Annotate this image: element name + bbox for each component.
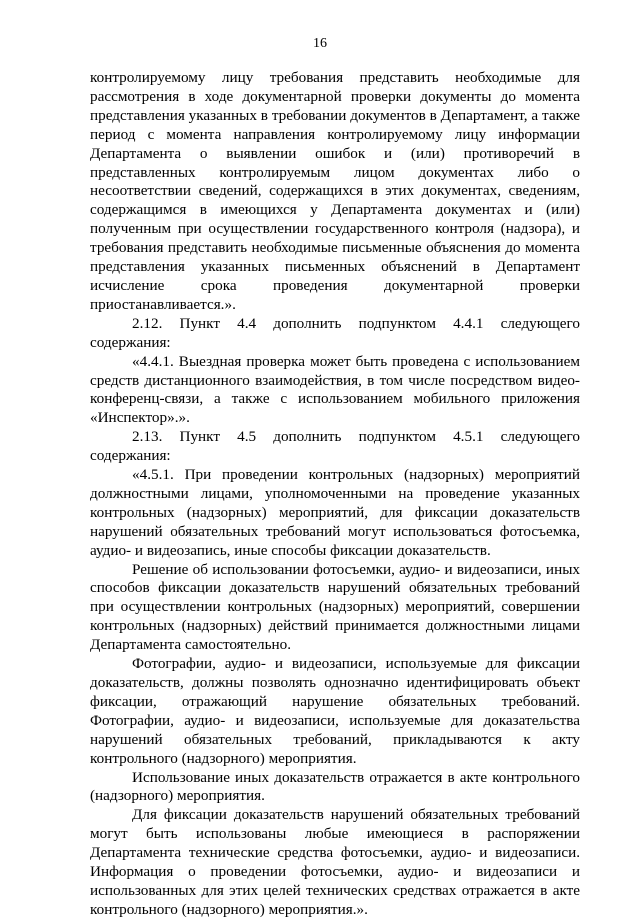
paragraph-subitem-4-4-1: «4.4.1. Выездная проверка может быть проведена с использованием средств дистанционного взаимодействия, в том числе посредством видео-конференц-связи, а также с использованием мобильного приложения «Инспектор».». bbox=[90, 352, 580, 427]
paragraph-technical-means: Для фиксации доказательств нарушений обязательных требований могут быть использованы любые имеющиеся в распоряжении Департамента технические средства фотосъемки, аудио- и видеозаписи. Информация о проведении фотосъемки, аудио- и видеозаписи и использованных для этих целей технических средствах отражается в акте контрольного (надзорного) мероприятия.». bbox=[90, 806, 580, 918]
paragraph-item-2-12: 2.12. Пункт 4.4 дополнить подпунктом 4.4.1 следующего содержания: bbox=[90, 314, 580, 351]
page-number: 16 bbox=[313, 36, 327, 51]
paragraph-other-evidence: Использование иных доказательств отражается в акте контрольного (надзорного) мероприятия. bbox=[90, 768, 580, 805]
paragraph-item-2-13: 2.13. Пункт 4.5 дополнить подпунктом 4.5.1 следующего содержания: bbox=[90, 428, 580, 465]
paragraph-subitem-4-5-1: «4.5.1. При проведении контрольных (надзорных) мероприятий должностными лицами, уполномоченными на проведение указанных контрольных (надзорных) мероприятий, для фиксации доказательств нарушений обязательных требований могут использоваться фотосъемка, аудио- и видеозапись, иные способы фиксации доказательств. bbox=[90, 466, 580, 559]
paragraph-continuation: контролируемому лицу требования представить необходимые для рассмотрения в ходе документарной проверки документы до момента представления указанных в требовании документов в Департамент, а также период с момента направления контролируемому лицу информации Департамента о выявлении ошибок и (или) противоречий в представленных контролируемым лицом документах либо о несоответствии сведений, содержащихся в этих документах, сведениям, содержащимся в имеющихся у Департамента документах и (или) полученным при осуществлении государственного контроля (надзора), и требования представить необходимые письменные объяснения до момента представления указанных письменных объяснений в Департамент исчисление срока проведения документарной проверки приостанавливается.». bbox=[90, 69, 580, 313]
paragraph-decision-on-recording: Решение об использовании фотосъемки, аудио- и видеозаписи, иных способов фиксации доказательств нарушений обязательных требований при осуществлении контрольных (надзорных) мероприятий, совершении контрольных (надзорных) действий принимается должностными лицами Департамента самостоятельно. bbox=[90, 560, 580, 654]
paragraph-photo-requirements: Фотографии, аудио- и видеозаписи, используемые для фиксации доказательств, должны позволять однозначно идентифицировать объект фиксации, отражающий нарушение обязательных требований. Фотографии, аудио- и видеозаписи, используемые для доказательства нарушений обязательных требований, прикладываются к акту контрольного (надзорного) мероприятия. bbox=[90, 655, 580, 767]
document-body bbox=[90, 69, 580, 920]
